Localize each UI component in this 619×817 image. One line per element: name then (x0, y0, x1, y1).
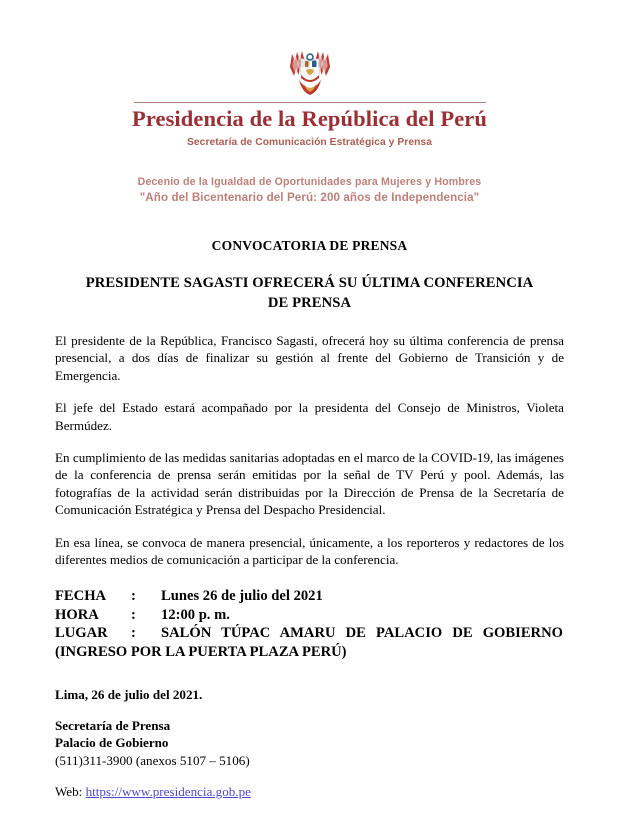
organization-title: Presidencia de la República del Perú (131, 106, 488, 131)
paragraph: El jefe del Estado estará acompañado por la presidenta del Consejo de Ministros, Violeta Bermúdez. (55, 400, 564, 433)
detail-value-hora: 12:00 p. m. (161, 606, 230, 623)
detail-row-fecha (55, 587, 564, 605)
detail-value-fecha: Lunes 26 de julio del 2021 (161, 588, 323, 605)
peru-coat-of-arms-icon (284, 50, 336, 100)
slogan-line-bicentenario: "Año del Bicentenario del Perú: 200 años de Independencia" (139, 191, 480, 205)
detail-row-hora (55, 606, 564, 624)
website-link[interactable]: https://www.presidencia.gob.pe (85, 784, 251, 800)
detail-label: FECHA (55, 588, 107, 605)
detail-value-lugar-continuation: (INGRESO POR LA PUERTA PLAZA PERÚ) (55, 643, 347, 660)
paragraph: En esa línea, se convoca de manera presencial, únicamente, a los reporteros y redactores de los diferentes medios de comunicación a participar de la conferencia. (55, 534, 564, 568)
footer-web-line (55, 783, 564, 801)
footer-office: Secretaría de Prensa (55, 717, 171, 733)
detail-colon: : (131, 625, 136, 642)
detail-value-lugar: SALÓN TÚPAC AMARU DE PALACIO DE GOBIERNO (161, 625, 563, 642)
detail-label: LUGAR (55, 625, 108, 642)
page-title: PRESIDENTE SAGASTI OFRECERÁ SU ÚLTIMA CONFERENCIA DE PRENSA (85, 275, 534, 311)
footer (55, 686, 564, 801)
slogan-band (55, 176, 564, 204)
detail-colon: : (131, 606, 136, 623)
event-details (55, 587, 564, 661)
paragraph: El presidente de la República, Francisco Sagasti, ofrecerá hoy su última conferencia de prensa presencial, a dos días de finalizar su gestión al frente del Gobierno de Transición y de Emergencia. (55, 333, 564, 383)
letterhead (55, 0, 564, 148)
footer-spacer (55, 704, 564, 717)
letterhead-divider (134, 102, 486, 103)
paragraph: En cumplimiento de las medidas sanitarias adoptadas en el marco de la COVID-19, las imágenes de la conferencia de prensa serán emitidas por la señal de TV Perú y pool. Además, las fotografías de la actividad serán distribuidas por la Dirección de Prensa de la Secretaría de Comunicación Estratégica y Prensa del Despacho Presidencial. (55, 450, 564, 518)
footer-dateline: Lima, 26 de julio del 2021. (55, 686, 203, 702)
footer-phone: (511)311-3900 (anexos 5107 – 5106) (55, 752, 250, 768)
detail-label: HORA (55, 606, 99, 623)
footer-web-label: Web: (55, 784, 83, 800)
slogan-line-decenio: Decenio de la Igualdad de Oportunidades para Mujeres y Hombres (137, 176, 482, 189)
footer-building: Palacio de Gobierno (55, 735, 169, 751)
document-kicker: CONVOCATORIA DE PRENSA (211, 238, 408, 254)
detail-row-lugar (55, 624, 564, 642)
organization-office: Secretaría de Comunicación Estratégica y Prensa (186, 137, 432, 149)
body-copy (55, 332, 564, 568)
detail-colon: : (131, 588, 136, 605)
